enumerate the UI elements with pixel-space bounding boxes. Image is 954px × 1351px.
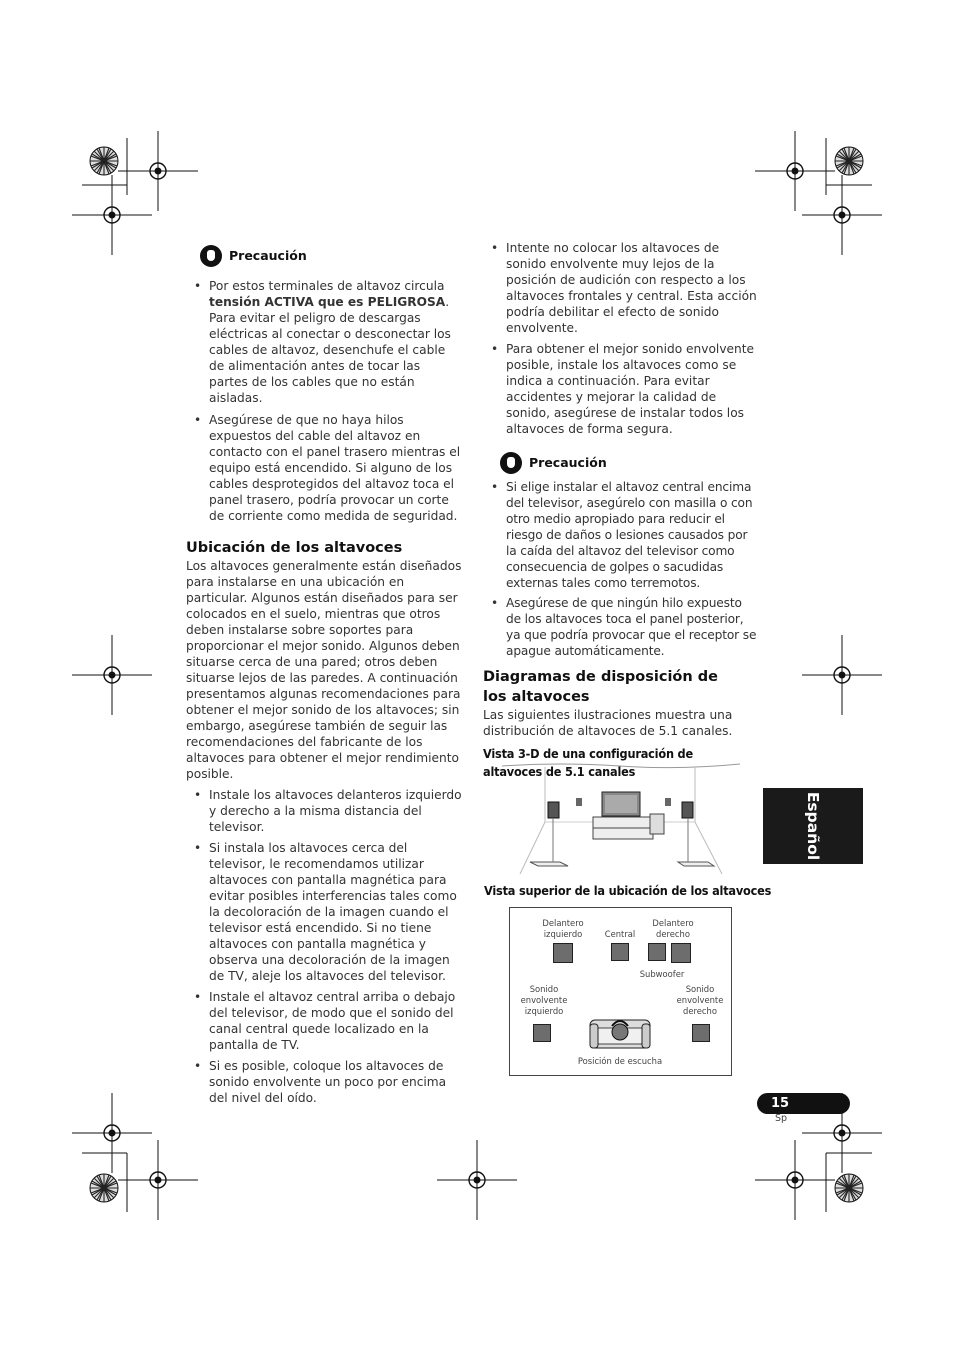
section-heading: Diagramas de disposición de los altavoces <box>483 669 718 705</box>
subsection-heading-top: Vista superior de la ubicación de los altavoces <box>484 883 772 898</box>
caution-heading <box>200 244 462 268</box>
language-tab-label: Español <box>804 791 822 861</box>
listening-position-label: Posición de escucha <box>577 1056 663 1066</box>
list-item: • Instale los altavoces delanteros izquierdo y derecho a la misma distancia del televisor. <box>186 787 462 835</box>
front-left-label: Delantero izquierdo <box>542 918 584 939</box>
list-item: • Si elige instalar el altavoz central encima del televisor, asegúrelo con masilla o con otro medio apropiado para reducir el riesgo de daños o lesiones causados por la caída del altavoz del televisor como consecuencia de golpes o sacudidas externas tales como terremotos. <box>483 479 760 591</box>
speaker-3d-illustration <box>500 762 742 876</box>
surround-right-speaker <box>692 1024 710 1042</box>
front-right-label: Delantero derecho <box>652 918 694 939</box>
surround-right-label: Sonido envolvente derecho <box>676 984 724 1016</box>
section-intro: Los altavoces generalmente están diseñados para instalarse en una ubicación en particular. Algunos están diseñados para ser colocados en el suelo, mientras que otros deben instalarse sobre soportes para proporcionar el mejor sonido. Algunos deben situarse cerca de una pared; otros deben situarse lejos de las paredes. A continuación presentamos algunas recomendaciones para obtener el mejor sonido de los altavoces; sin embargo, asegúrese también de seguir las recomendaciones del fabricante de los altavoces para obtener el mejor rendimiento posible. <box>186 559 462 781</box>
list-item: • Asegúrese de que no haya hilos expuestos del cable del altavoz en contacto con el panel trasero mientras el equipo está encendido. Si alguno de los cables desprotegidos del altavoz toca el panel trasero, podría provocar un corte de corriente como medida de seguridad. <box>186 412 462 524</box>
list-item: • Instale el altavoz central arriba o debajo del televisor, de modo que el sonido del canal central quede localizado en la pantalla de TV. <box>186 989 462 1053</box>
list-item: • Para obtener el mejor sonido envolvente posible, instale los altavoces como se indica a continuación. Para evitar accidentes y mejorar la calidad de sonido, asegúrese de instalar todos los altavoces de forma segura. <box>483 341 760 437</box>
surround-left-speaker <box>533 1024 551 1042</box>
subsection-heading-3d: Vista 3-D de una configuración de altavoces de 5.1 canales <box>483 746 693 779</box>
subwoofer-speaker <box>648 943 666 961</box>
right-column <box>483 240 760 781</box>
center-speaker <box>611 943 629 961</box>
caution-list <box>186 278 462 524</box>
list-item: • Asegúrese de que ningún hilo expuesto de los altavoces toca el panel posterior, ya que podría provocar que el receptor se apague automáticamente. <box>483 595 760 659</box>
language-tab <box>763 788 863 864</box>
speaker-tips-list <box>483 240 760 437</box>
hand-caution-icon <box>500 452 522 474</box>
list-item: • Si es posible, coloque los altavoces de sonido envolvente un poco por encima del nivel del oído. <box>186 1058 462 1106</box>
subwoofer-label: Subwoofer <box>639 969 685 979</box>
list-item: • Por estos terminales de altavoz circula tensión ACTIVA que es PELIGROSA. Para evitar el peligro de descargas eléctricas al conectar o desconectar los cables de altavoz, desenchufe el cable de alimentación antes de tocar las partes de los cables que no están aisladas. <box>186 278 462 406</box>
caution-title: Precaución <box>529 455 607 470</box>
page-number: 15 <box>757 1093 850 1114</box>
page-language-code: Sp <box>775 1113 788 1124</box>
sofa-icon <box>588 1014 652 1050</box>
front-right-speaker <box>671 943 691 963</box>
front-left-speaker <box>553 943 573 963</box>
left-column <box>186 244 462 1110</box>
top-view-diagram <box>509 907 732 1076</box>
list-item: • Intente no colocar los altavoces de sonido envolvente muy lejos de la posición de audición con respecto a los altavoces frontales y central. Esta acción podría debilitar el efecto de sonido envolvente. <box>483 240 760 336</box>
surround-left-label: Sonido envolvente izquierdo <box>520 984 568 1016</box>
hand-caution-icon <box>200 245 222 267</box>
center-label: Central <box>604 929 636 939</box>
placement-list <box>186 787 462 1106</box>
section-heading: Ubicación de los altavoces <box>186 540 403 556</box>
caution-list <box>483 479 760 659</box>
caution-title: Precaución <box>229 248 307 263</box>
list-item: • Si instala los altavoces cerca del televisor, le recomendamos utilizar altavoces con pantalla magnética para evitar posibles interferencias tales como la decoloración de la imagen cuando el televisor está encendido. Si no tiene altavoces con pantalla magnética y observa una decoloración de la imagen de TV, aleje los altavoces del televisor. <box>186 840 462 984</box>
caution-heading <box>500 451 760 475</box>
section-intro: Las siguientes ilustraciones muestra una distribución de altavoces de 5.1 canales. <box>483 708 733 738</box>
